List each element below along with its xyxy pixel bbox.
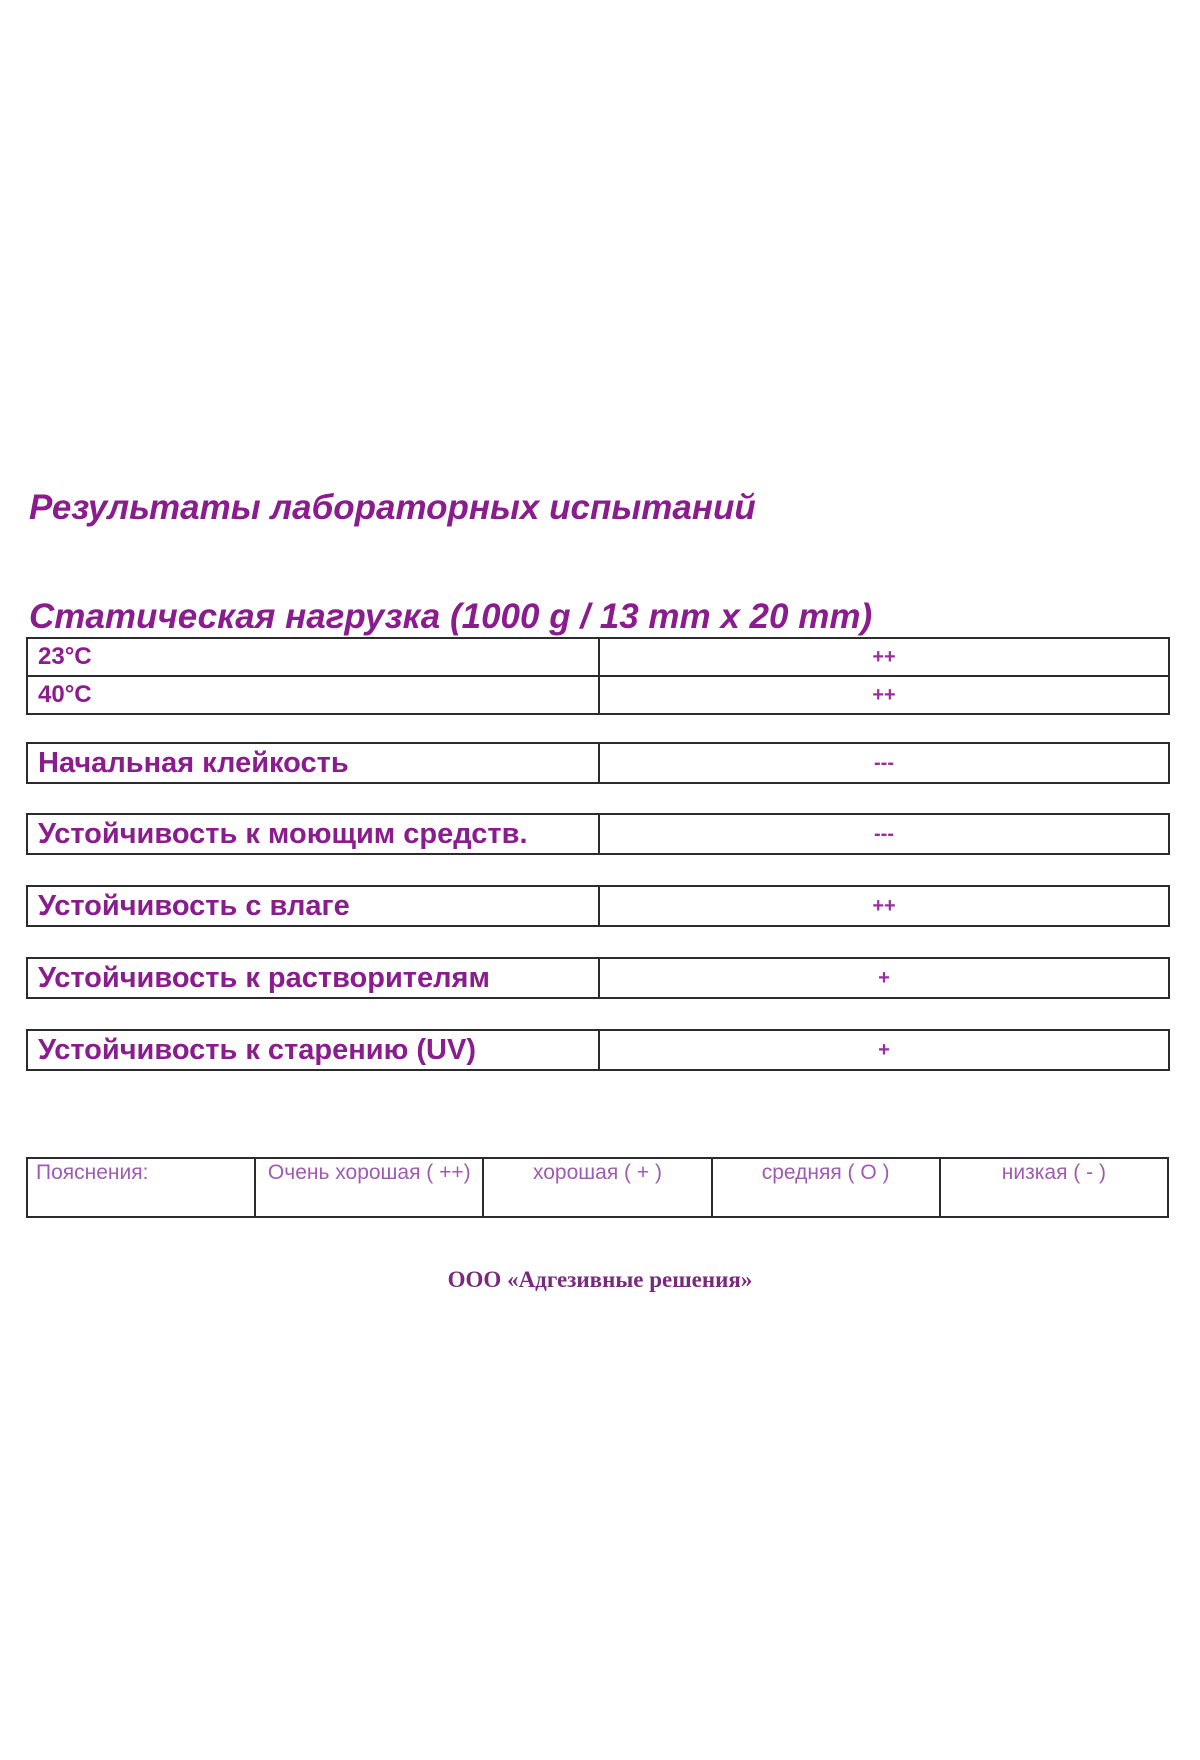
property-label: Начальная клейкость [27,743,599,783]
table-row [27,638,1169,676]
table-row [27,1158,1168,1217]
table-row [27,676,1169,714]
table-row [27,886,1169,926]
property-value: --- [599,743,1169,783]
property-label: Устойчивость с влаге [27,886,599,926]
property-value: --- [599,814,1169,854]
static-load-heading: Статическая нагрузка (1000 g / 13 mm x 20 mm) [29,597,873,636]
static-load-table [26,637,1170,715]
legend-item-low: низкая ( - ) [940,1158,1168,1217]
table-row [27,958,1169,998]
static-load-temp-23: 23°C [27,638,599,676]
table-row [27,814,1169,854]
detergent-resistance-table [26,813,1170,855]
static-load-value-23: ++ [599,638,1169,676]
legend-label: Пояснения: [27,1158,255,1217]
company-name: ООО «Адгезивные решения» [447,1267,753,1292]
property-value: + [599,1030,1169,1070]
initial-tack-table [26,742,1170,784]
property-value: + [599,958,1169,998]
legend-item-good: хорошая ( + ) [483,1158,711,1217]
solvent-resistance-table [26,957,1170,999]
page-title: Результаты лабораторных испытаний [29,488,756,527]
property-label: Устойчивость к старению (UV) [27,1030,599,1070]
table-row [27,1030,1169,1070]
legend-item-average: средняя ( O ) [712,1158,940,1217]
static-load-temp-40: 40°C [27,676,599,714]
moisture-resistance-table [26,885,1170,927]
aging-resistance-table [26,1029,1170,1071]
legend-item-very-good: Очень хорошая ( ++) [255,1158,483,1217]
property-label: Устойчивость к моющим средств. [27,814,599,854]
table-row [27,743,1169,783]
legend-table [26,1157,1169,1218]
static-load-value-40: ++ [599,676,1169,714]
property-label: Устойчивость к растворителям [27,958,599,998]
property-value: ++ [599,886,1169,926]
